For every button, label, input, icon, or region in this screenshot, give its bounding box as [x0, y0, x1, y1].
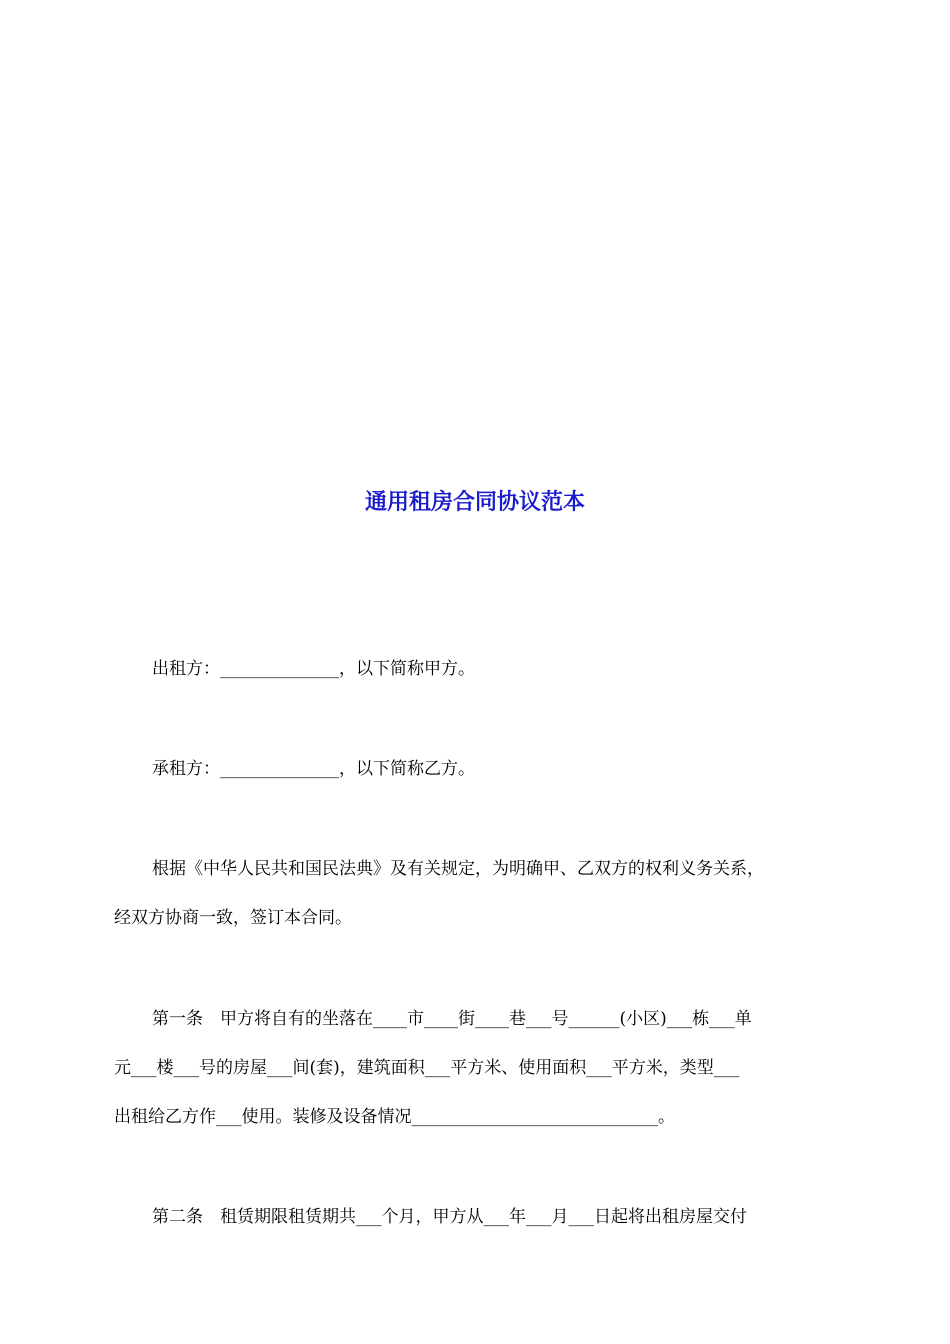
paragraph-line: 出租给乙方作___使用。装修及设备情况_____________________________。 — [114, 1107, 675, 1127]
paragraph-line: 第一条 甲方将自有的坐落在____市____街____巷___号______(小区)___栋___单 — [152, 1009, 752, 1029]
paragraph-line: 第二条 租赁期限租赁期共___个月，甲方从___年___月___日起将出租房屋交付 — [152, 1207, 747, 1227]
paragraph-lessor — [114, 645, 844, 694]
article-2 — [114, 1193, 844, 1242]
article-1 — [114, 995, 844, 1142]
paragraph-line: 经双方协商一致，签订本合同。 — [114, 908, 352, 928]
document-title: 通用租房合同协议范本 — [364, 490, 585, 515]
paragraph-line: 根据《中华人民共和国民法典》及有关规定，为明确甲、乙双方的权利义务关系， — [152, 859, 764, 879]
paragraph-preamble — [114, 845, 844, 943]
paragraph-lessee — [114, 745, 844, 794]
paragraph-line: 元___楼___号的房屋___间(套)，建筑面积___平方米、使用面积___平方米，类型___ — [114, 1058, 740, 1078]
paragraph-line: 出租方：______________，以下简称甲方。 — [152, 659, 475, 679]
paragraph-line: 承租方：______________，以下简称乙方。 — [152, 759, 475, 779]
